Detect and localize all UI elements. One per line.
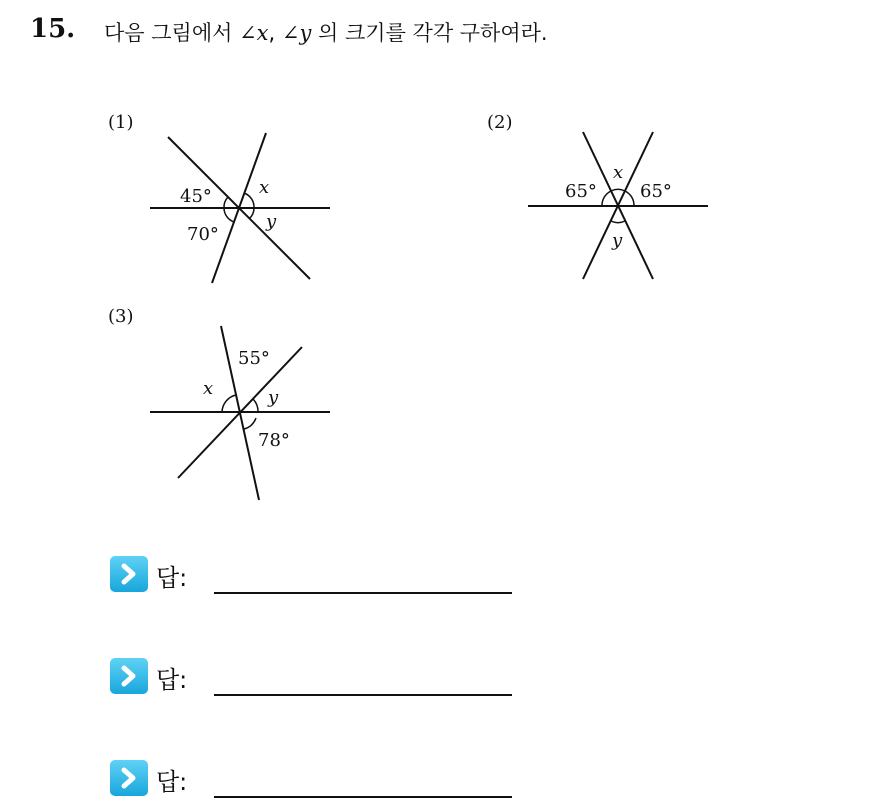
fig1-angle-70: 70° xyxy=(187,224,219,245)
question-separator: , xyxy=(268,21,282,45)
figure-2-label: (2) xyxy=(487,112,513,133)
answer-blank[interactable] xyxy=(214,796,512,798)
answer-row-3 xyxy=(110,758,530,798)
fig3-arc-y xyxy=(253,399,258,412)
answer-label: 답: xyxy=(156,666,188,694)
fig3-arc-x xyxy=(222,395,236,412)
angle-x-label: ∠x xyxy=(239,21,269,45)
answer-row-1 xyxy=(110,554,530,594)
fig2-var-x: x xyxy=(613,162,624,183)
fig2-var-y: y xyxy=(612,230,623,251)
fig3-var-y: y xyxy=(268,387,279,408)
angle-y-label: ∠y xyxy=(281,21,312,45)
answer-label: 답: xyxy=(156,768,188,796)
question-number: 15. xyxy=(30,14,76,44)
fig3-angle-55: 55° xyxy=(238,348,270,369)
answer-row-2 xyxy=(110,656,530,696)
fig2-angle-right65: 65° xyxy=(640,181,672,202)
fig1-angle-45: 45° xyxy=(180,186,212,207)
answer-blank[interactable] xyxy=(214,694,512,696)
fig3-arc-78 xyxy=(244,418,256,429)
answer-blank[interactable] xyxy=(214,592,512,594)
question-text-before: 다음 그림에서 xyxy=(104,21,240,45)
question-text-after: 의 크기를 각각 구하여라. xyxy=(311,21,548,45)
answer-label: 답: xyxy=(156,564,188,592)
figure-1-label: (1) xyxy=(108,112,134,133)
chevron-right-icon xyxy=(110,556,148,592)
fig3-angle-78: 78° xyxy=(258,430,290,451)
chevron-right-icon xyxy=(110,658,148,694)
fig3-var-x: x xyxy=(203,378,214,399)
fig2-angle-left65: 65° xyxy=(565,181,597,202)
fig1-var-x: x xyxy=(259,177,270,198)
chevron-right-icon xyxy=(110,760,148,796)
fig1-var-y: y xyxy=(266,211,277,232)
figure-3-label: (3) xyxy=(108,306,134,327)
